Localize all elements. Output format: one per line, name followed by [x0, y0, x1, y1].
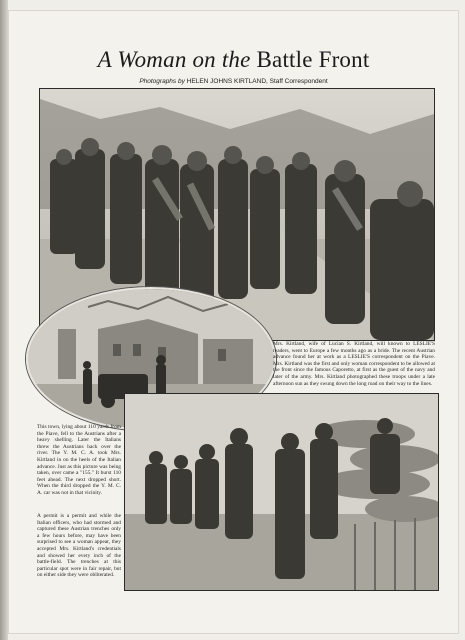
article-title	[9, 47, 458, 73]
byline-lead: Photographs by	[139, 78, 185, 85]
book-spine	[0, 0, 8, 640]
magazine-page	[8, 10, 459, 634]
caption-marching-troops: Mrs. Kirtland, wife of Lucian S. Kirtland, will known to LESLIE'S readers, went to Europe a few months ago as a bride. The recent Austrian advance found her at work as a LESLIE'S correspondent on the Piave. Mrs. Kirtland was the first and only woman correspondent to be allowed at the front since the famous Caporetto, at first as the guest of the navy and later of the army. Mrs. Kirtland photographed these troops under a late afternoon sun as they swung down the long road on their way to the lines.	[273, 341, 435, 387]
photo-trench-officers	[124, 393, 439, 591]
caption-ruined-town: This town, lying about 110 yards from the Piave, fell to the Austrians after a heavy shelling. Later the Italians threw the Austrians back over the river. The Y. M. C. A. took Mrs. Kirtland in on the heels of the Italian advance. Just as this picture was being taken, over came a "155." It burst 110 feet ahead. The next dropped short. When the third dropped the Y. M. C. A. car was not in that vicinity.	[37, 424, 121, 496]
title-part-b: Battle Front	[256, 47, 370, 72]
byline	[9, 78, 458, 85]
title-word-on: on	[192, 47, 216, 72]
title-part-a: A Woman	[97, 47, 187, 72]
byline-name: HELEN JOHNS KIRTLAND, Staff Correspondent	[186, 78, 328, 85]
caption-trench-officers: A permit is a permit and while the Italian officers, who had stormed and captured these Austrian trenches only a few hours before, may have been surprised to see a woman appear, they accepted Mrs. Kirtland's credentials and showed her every inch of the battle-field. The trenches at this particular spot were in fair repair, but on either side they were obliterated.	[37, 513, 121, 579]
title-word-the: the	[221, 47, 251, 72]
